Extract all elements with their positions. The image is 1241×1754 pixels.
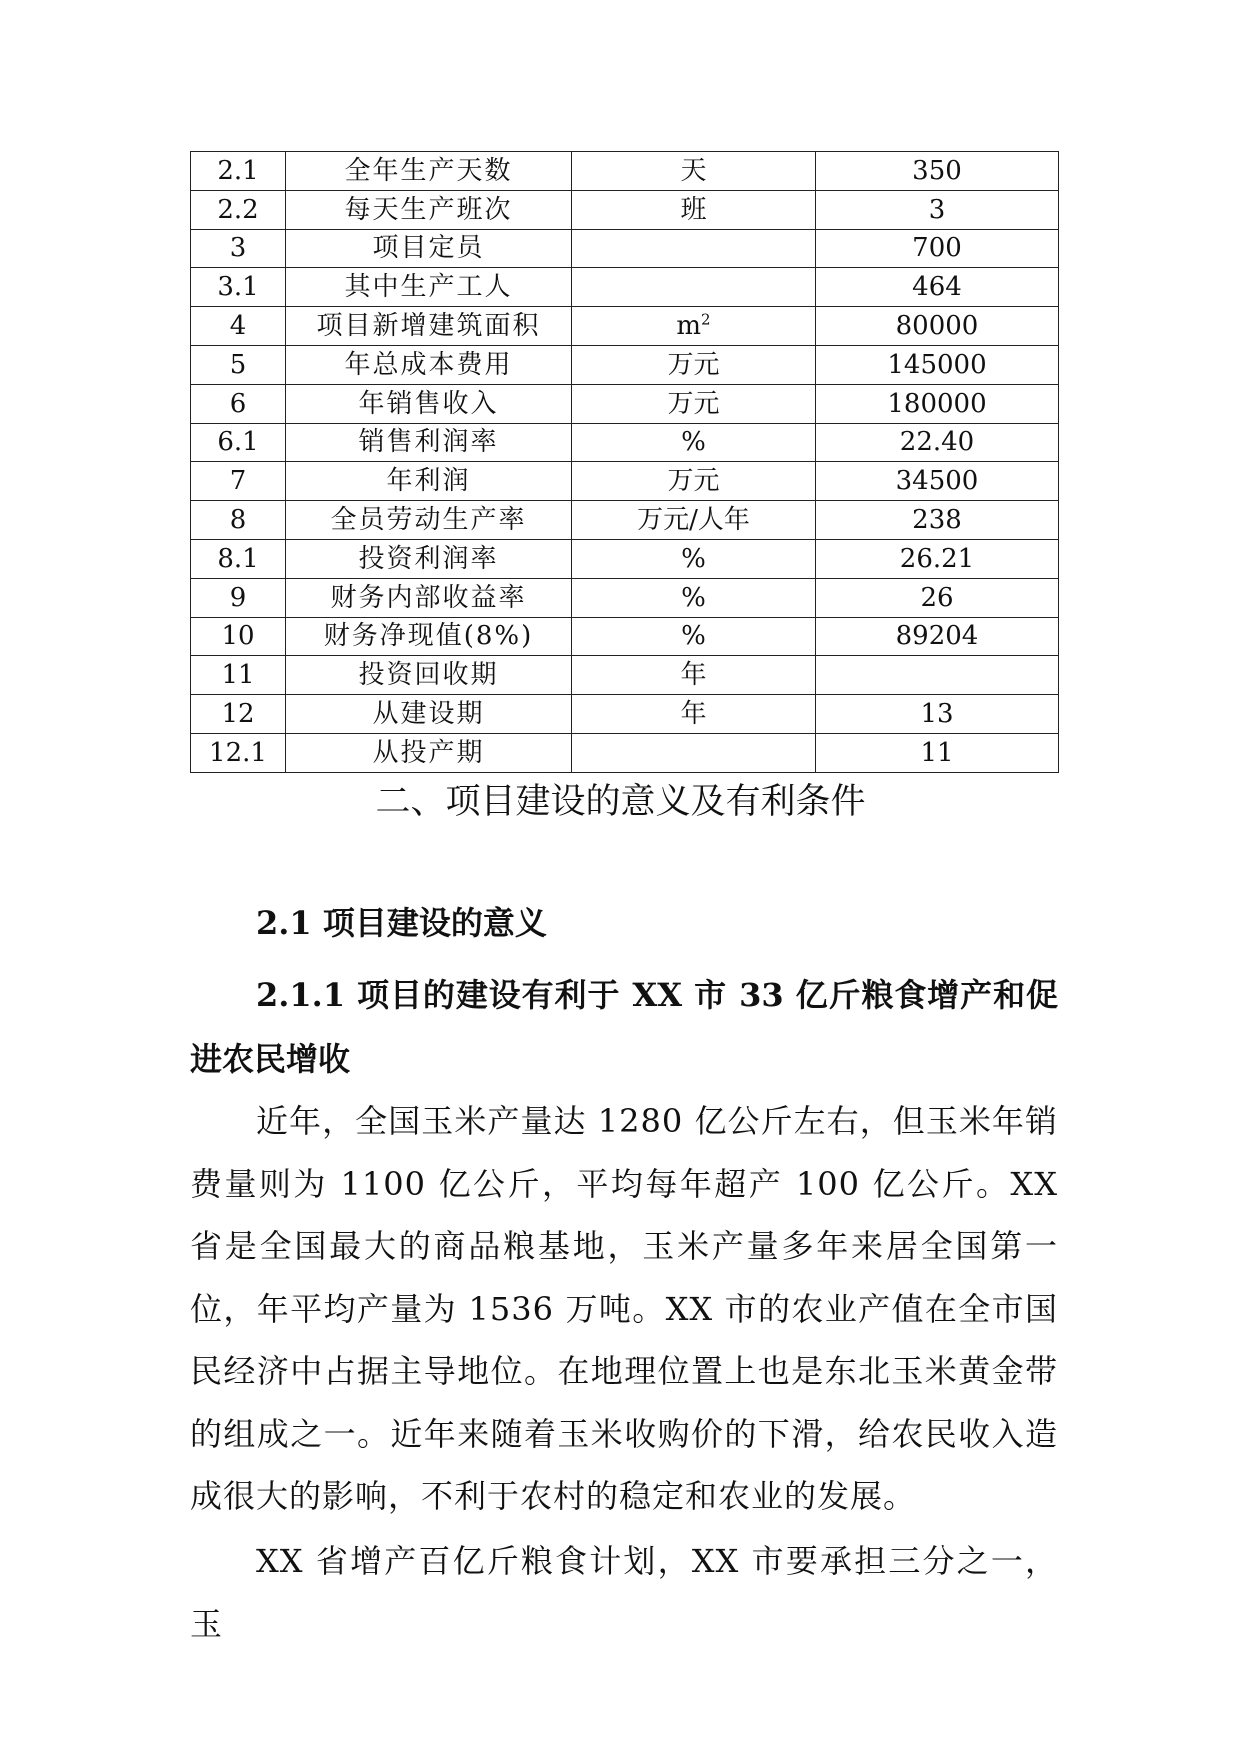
- indicator-name-cell: 财务净现值(8%): [286, 617, 572, 656]
- table-row: [191, 539, 1059, 578]
- table-row: [191, 307, 1059, 346]
- indicator-name-cell: 从建设期: [286, 695, 572, 734]
- indicator-name-cell: 投资利润率: [286, 539, 572, 578]
- unit-text: 年: [680, 660, 707, 691]
- row-number-cell: 2.1: [191, 152, 286, 191]
- unit-cell: [572, 423, 816, 462]
- table-row: [191, 656, 1059, 695]
- unit-text: 天: [680, 155, 707, 186]
- value-cell: 26: [816, 578, 1059, 617]
- row-number-cell: 6.1: [191, 423, 286, 462]
- row-number-cell: 6: [191, 384, 286, 423]
- table-row: [191, 268, 1059, 307]
- indicator-name-cell: 全年生产天数: [286, 152, 572, 191]
- indicator-name-cell: 年利润: [286, 462, 572, 501]
- table-row: [191, 578, 1059, 617]
- unit-cell: [572, 501, 816, 540]
- indicator-name-cell: 年销售收入: [286, 384, 572, 423]
- unit-text: %: [681, 582, 706, 613]
- row-number-cell: 2.2: [191, 190, 286, 229]
- unit-cell: [572, 617, 816, 656]
- table-row: [191, 617, 1059, 656]
- value-cell: 145000: [816, 345, 1059, 384]
- value-cell: 34500: [816, 462, 1059, 501]
- row-number-cell: 8: [191, 501, 286, 540]
- unit-cell: [572, 578, 816, 617]
- indicator-name-cell: 项目新增建筑面积: [286, 307, 572, 346]
- value-cell: 238: [816, 501, 1059, 540]
- paragraph-1: 近年，全国玉米产量达 1280 亿公斤左右，但玉米年销费量则为 1100 亿公斤，平均每年超产 100 亿公斤。XX 省是全国最大的商品粮基地，玉米产量多年来居全国第一位，年平均产量为 1536 万吨。XX 市的农业产值在全市国民经济中占据主导地位。在地理位置上也是东北玉米黄金带的组成之一。近年来随着玉米收购价的下滑，给农民收入造成很大的影响，不利于农村的稳定和农业的发展。: [190, 1102, 1058, 1515]
- indicator-name-cell: 每天生产班次: [286, 190, 572, 229]
- heading-2-1-1: 2.1.1 项目的建设有利于 XX 市 33 亿斤粮食增产和促进农民增收: [190, 976, 1058, 1078]
- unit-text: %: [681, 427, 706, 458]
- unit-text: %: [681, 543, 706, 574]
- value-cell: 700: [816, 229, 1059, 268]
- unit-cell: [572, 345, 816, 384]
- value-cell: 89204: [816, 617, 1059, 656]
- row-number-cell: 7: [191, 462, 286, 501]
- row-number-cell: 11: [191, 656, 286, 695]
- paragraph-2: XX 省增产百亿斤粮食计划，XX 市要承担三分之一，玉: [190, 1542, 1058, 1643]
- unit-text: 年: [680, 699, 707, 730]
- unit-cell: [572, 539, 816, 578]
- unit-text: 万元: [667, 388, 720, 419]
- indicator-table-body: [191, 152, 1059, 773]
- value-cell: 350: [816, 152, 1059, 191]
- table-row: [191, 501, 1059, 540]
- unit-text: 万元: [667, 349, 720, 380]
- unit-cell: [572, 268, 816, 307]
- row-number-cell: 4: [191, 307, 286, 346]
- heading-2-1: 2.1 项目建设的意义: [256, 904, 547, 942]
- table-row: [191, 733, 1059, 772]
- table-row: [191, 229, 1059, 268]
- unit-text: 万元: [667, 466, 720, 497]
- indicator-name-cell: 项目定员: [286, 229, 572, 268]
- indicator-name-cell: 年总成本费用: [286, 345, 572, 384]
- unit-text: m: [676, 311, 702, 342]
- row-number-cell: 8.1: [191, 539, 286, 578]
- indicator-name-cell: 财务内部收益率: [286, 578, 572, 617]
- section-title: 二、项目建设的意义及有利条件: [375, 782, 866, 822]
- table-row: [191, 384, 1059, 423]
- unit-cell: [572, 307, 816, 346]
- row-number-cell: 5: [191, 345, 286, 384]
- indicator-name-cell: 全员劳动生产率: [286, 501, 572, 540]
- value-cell: 11: [816, 733, 1059, 772]
- value-cell: [816, 656, 1059, 695]
- unit-cell: [572, 384, 816, 423]
- unit-text: 万元/人年: [637, 505, 750, 536]
- unit-cell: [572, 190, 816, 229]
- table-row: [191, 423, 1059, 462]
- value-cell: 13: [816, 695, 1059, 734]
- indicator-name-cell: 其中生产工人: [286, 268, 572, 307]
- value-cell: 464: [816, 268, 1059, 307]
- row-number-cell: 3: [191, 229, 286, 268]
- value-cell: 3: [816, 190, 1059, 229]
- table-row: [191, 152, 1059, 191]
- unit-cell: [572, 229, 816, 268]
- value-cell: 22.40: [816, 423, 1059, 462]
- table-row: [191, 345, 1059, 384]
- indicator-name-cell: 销售利润率: [286, 423, 572, 462]
- unit-cell: [572, 695, 816, 734]
- unit-text: %: [681, 621, 706, 652]
- indicator-name-cell: 投资回收期: [286, 656, 572, 695]
- unit-cell: [572, 152, 816, 191]
- value-cell: 26.21: [816, 539, 1059, 578]
- row-number-cell: 10: [191, 617, 286, 656]
- unit-cell: [572, 733, 816, 772]
- indicator-name-cell: 从投产期: [286, 733, 572, 772]
- row-number-cell: 12: [191, 695, 286, 734]
- row-number-cell: 9: [191, 578, 286, 617]
- unit-cell: [572, 656, 816, 695]
- unit-superscript: 2: [701, 310, 711, 329]
- indicator-table: [190, 151, 1059, 773]
- table-row: [191, 695, 1059, 734]
- value-cell: 80000: [816, 307, 1059, 346]
- row-number-cell: 12.1: [191, 733, 286, 772]
- value-cell: 180000: [816, 384, 1059, 423]
- table-row: [191, 462, 1059, 501]
- unit-text: 班: [680, 194, 707, 225]
- row-number-cell: 3.1: [191, 268, 286, 307]
- table-row: [191, 190, 1059, 229]
- unit-cell: [572, 462, 816, 501]
